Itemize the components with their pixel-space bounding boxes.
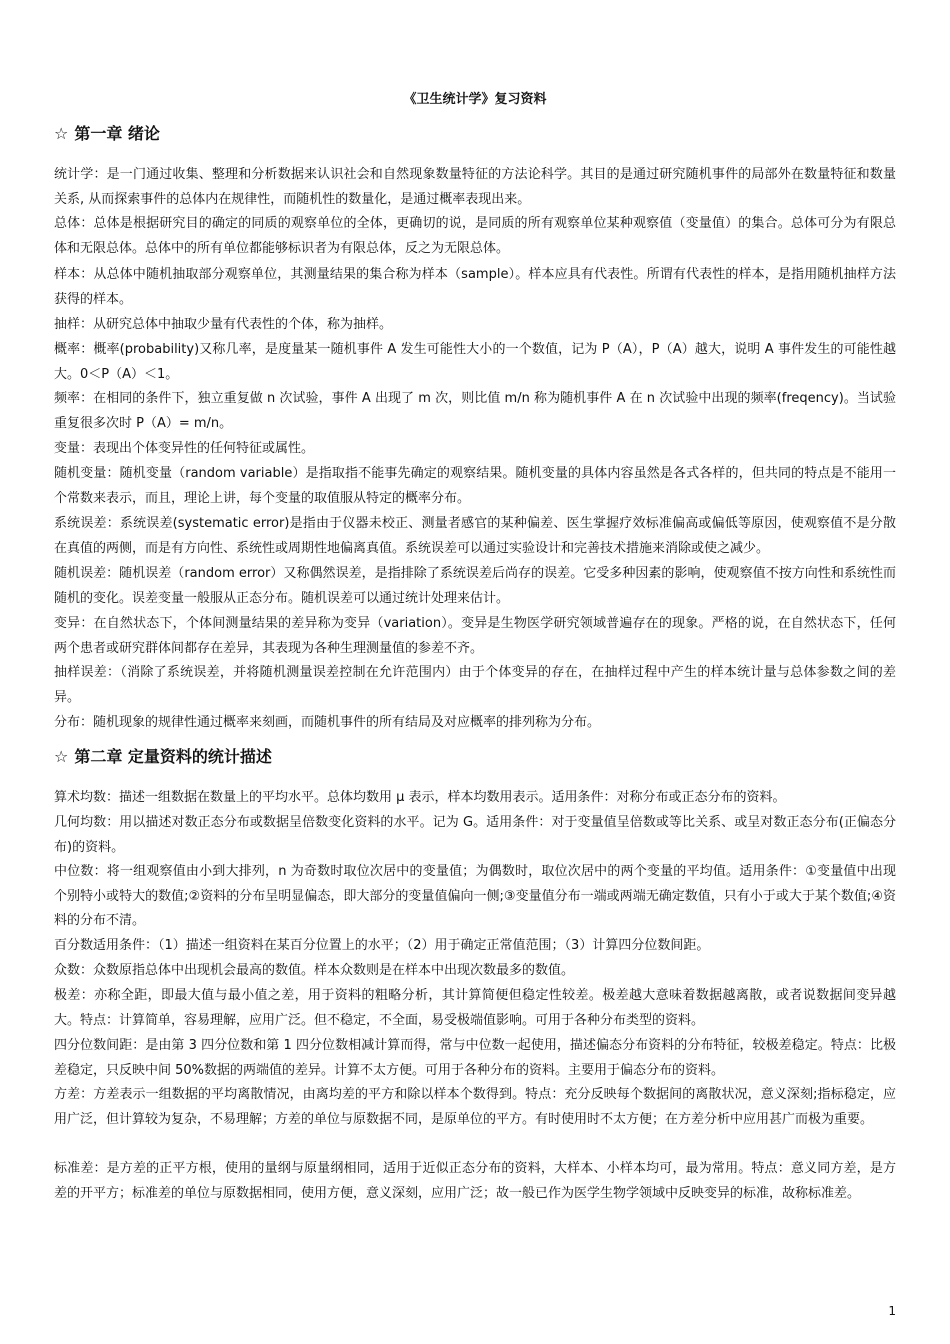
- document-title: 《卫生统计学》复习资料: [403, 92, 547, 107]
- paragraph-percentile: 百分数适用条件：（1）描述一组资料在某百分位置上的水平；（2）用于确定正常值范围；（3）计算四分位数间距。: [54, 938, 710, 953]
- page-number: 1: [888, 1304, 896, 1318]
- paragraph-sampling: 抽样：从研究总体中抽取少量有代表性的个体，称为抽样。: [54, 317, 393, 332]
- paragraph-random-error: 随机误差：随机误差（random error）又称偶然误差，是指排除了系统误差后尚存的误差。它受多种因素的影响，使观察值不按方向性和系统性而随机的变化。误差变量一般服从正态分布。随机误差可以通过统计处理来估计。: [54, 566, 896, 606]
- paragraph-variable: 变量：表现出个体变异性的任何特征或属性。: [54, 441, 315, 456]
- paragraph-geometric-mean: 几何均数：用以描述对数正态分布或数据呈倍数变化资料的水平。记为 G。适用条件：对于变量值呈倍数或等比关系、或呈对数正态分布(正偏态分布)的资料。: [54, 815, 896, 855]
- paragraph-statistics: 统计学：是一门通过收集、整理和分析数据来认识社会和自然现象数量特征的方法论科学。其目的是通过研究随机事件的局部外在数量特征和数量关系, 从而探索事件的总体内在规律性，而随机性的数量化，是通过概率表现出来。: [54, 167, 896, 207]
- paragraph-distribution: 分布：随机现象的规律性通过概率来刻画，而随机事件的所有结局及对应概率的排列称为分布。: [54, 715, 601, 730]
- paragraph-population: 总体：总体是根据研究目的确定的同质的观察单位的全体，更确切的说，是同质的所有观察单位某种观察值（变量值）的集合。总体可分为有限总体和无限总体。总体中的所有单位都能够标识者为有限总体，反之为无限总体。: [54, 216, 896, 256]
- paragraph-standard-deviation: 标准差：是方差的正平方根，使用的量纲与原量纲相同，适用于近似正态分布的资料，大样本、小样本均可，最为常用。特点：意义同方差，是方差的开平方；标准差的单位与原数据相同，使用方便，意义深刻，应用广泛；故一般已作为医学生物学领域中反映变异的标准，故称标准差。: [54, 1161, 896, 1201]
- paragraph-variation: 变异：在自然状态下，个体间测量结果的差异称为变异（variation）。变异是生物医学研究领域普遍存在的现象。严格的说，在自然状态下，任何两个患者或研究群体间都存在差异，其表现为各种生理测量值的参差不齐。: [54, 616, 896, 656]
- chapter-heading: [54, 122, 160, 146]
- paragraph-variance: 方差：方差表示一组数据的平均离散情况，由离均差的平方和除以样本个数得到。特点：充分反映每个数据间的离散状况，意义深刻;指标稳定，应用广泛，但计算较为复杂，不易理解；方差的单位与原数据不同，是原单位的平方。有时使用时不太方便；在方差分析中应用甚广而极为重要。: [54, 1087, 896, 1127]
- paragraph-sampling-error: 抽样误差：（消除了系统误差，并将随机测量误差控制在允许范围内）由于个体变异的存在，在抽样过程中产生的样本统计量与总体参数之间的差异。: [54, 665, 896, 705]
- star-icon: ☆: [54, 747, 69, 766]
- chapter-title: 第一章 绪论: [74, 124, 160, 143]
- paragraph-mode: 众数：众数原指总体中出现机会最高的数值。样本众数则是在样本中出现次数最多的数值。: [54, 963, 575, 978]
- paragraph-range: 极差：亦称全距，即最大值与最小值之差，用于资料的粗略分析，其计算简便但稳定性较差。极差越大意味着数据越离散，或者说数据间变异越大。特点：计算简单，容易理解，应用广泛。但不稳定，不全面，易受极端值影响。可用于各种分布类型的资料。: [54, 988, 896, 1028]
- paragraph-interquartile-range: 四分位数间距：是由第 3 四分位数和第 1 四分位数相减计算而得，常与中位数一起使用，描述偏态分布资料的分布特征，较极差稳定。特点：比极差稳定，只反映中间 50%数据的两端值的差异。计算不太方便。可用于各种分布的资料。主要用于偏态分布的资料。: [54, 1038, 896, 1078]
- paragraph-arithmetic-mean: 算术均数：描述一组数据在数量上的平均水平。总体均数用 μ 表示，样本均数用表示。适用条件：对称分布或正态分布的资料。: [54, 790, 786, 805]
- chapter-heading: [54, 745, 272, 769]
- paragraph-median: 中位数：将一组观察值由小到大排列，n 为奇数时取位次居中的变量值；为偶数时，取位次居中的两个变量的平均值。适用条件：①变量值中出现个别特小或特大的数值;②资料的分布呈明显偏态，即大部分的变量值偏向一侧;③变量值分布一端或两端无确定数值，只有小于或大于某个数值;④资料的分布不清。: [54, 864, 896, 929]
- paragraph-sample: 样本：从总体中随机抽取部分观察单位，其测量结果的集合称为样本（sample）。样本应具有代表性。所谓有代表性的样本，是指用随机抽样方法获得的样本。: [54, 267, 896, 307]
- star-icon: ☆: [54, 124, 69, 143]
- paragraph-random-variable: 随机变量：随机变量（random variable）是指取指不能事先确定的观察结果。随机变量的具体内容虽然是各式各样的，但共同的特点是不能用一个常数来表示，而且，理论上讲，每个变量的取值服从特定的概率分布。: [54, 466, 896, 506]
- paragraph-probability: 概率：概率(probability)又称几率，是度量某一随机事件 A 发生可能性大小的一个数值，记为 P（A），P（A）越大，说明 A 事件发生的可能性越大。0＜P（A）＜1。: [54, 342, 896, 382]
- paragraph-frequency: 频率：在相同的条件下，独立重复做 n 次试验，事件 A 出现了 m 次，则比值 m/n 称为随机事件 A 在 n 次试验中出现的频率(freqency)。当试验重复很多次时 P（A）= m/n。: [54, 391, 896, 431]
- chapter-title: 第二章 定量资料的统计描述: [74, 747, 272, 766]
- paragraph-systematic-error: 系统误差：系统误差(systematic error)是指由于仪器未校正、测量者感官的某种偏差、医生掌握疗效标准偏高或偏低等原因，使观察值不是分散在真值的两侧，而是有方向性、系统性或周期性地偏离真值。系统误差可以通过实验设计和完善技术措施来消除或使之减少。: [54, 516, 896, 556]
